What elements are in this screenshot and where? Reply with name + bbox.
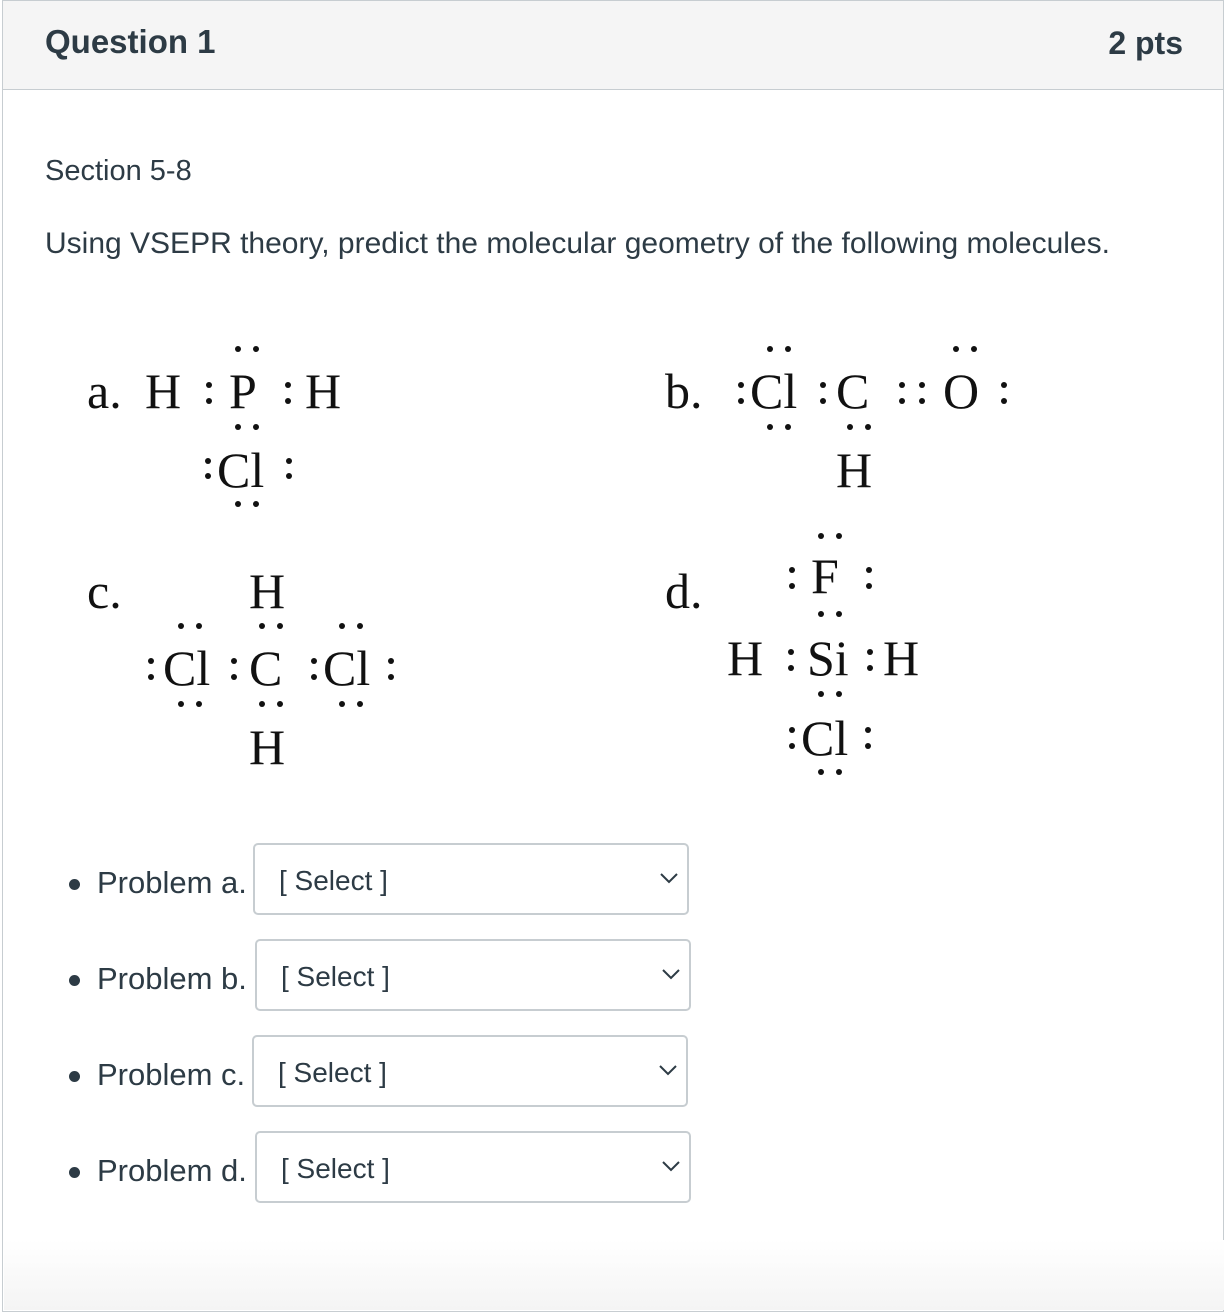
question-prompt: Using VSEPR theory, predict the molecular geometry of the following molecules.	[45, 227, 1110, 260]
bullet-icon	[69, 1167, 80, 1178]
atom-c-c: C	[249, 640, 283, 696]
problem-b-label: Problem b.	[97, 961, 247, 996]
atom-b-cl: Cl	[750, 363, 798, 419]
problem-d-select-value: [ Select ]	[281, 1153, 390, 1184]
chevron-down-icon	[661, 967, 681, 981]
atom-d-h1: H	[727, 630, 764, 686]
problem-d-label: Problem d.	[97, 1153, 247, 1188]
atom-c-h-top: H	[249, 563, 286, 619]
atom-d-cl: Cl	[801, 710, 849, 766]
problem-b-select-value: [ Select ]	[281, 961, 390, 992]
card-footer	[4, 1240, 1224, 1310]
problem-a-select-value: [ Select ]	[279, 865, 388, 896]
atom-b-o: O	[943, 363, 980, 419]
atom-d-f: F	[811, 548, 839, 604]
question-header	[3, 1, 1223, 90]
question-card	[2, 0, 1224, 1312]
atom-a-h2: H	[305, 363, 342, 419]
molecule-a-label: a.	[87, 363, 122, 419]
chevron-down-icon	[659, 871, 679, 885]
problem-b-select[interactable]	[255, 939, 691, 1011]
section-label: Section 5-8	[45, 155, 192, 187]
atom-d-si: Si	[807, 630, 849, 686]
atom-a-h1: H	[145, 363, 182, 419]
molecule-c-label: c.	[87, 563, 122, 619]
atom-d-h2: H	[883, 630, 920, 686]
atom-a-p: P	[229, 363, 257, 419]
problem-c-label: Problem c.	[97, 1057, 246, 1092]
atom-c-cl-right: Cl	[323, 640, 371, 696]
chevron-down-icon	[661, 1159, 681, 1173]
bullet-icon	[69, 1071, 80, 1082]
question-title: Question 1	[45, 23, 216, 60]
molecule-d-label: d.	[665, 563, 703, 619]
atom-b-h: H	[836, 442, 873, 498]
atom-c-cl-left: Cl	[163, 640, 211, 696]
bullet-icon	[69, 879, 80, 890]
atom-a-cl: Cl	[217, 442, 265, 498]
bullet-icon	[69, 975, 80, 986]
problem-a-select[interactable]	[253, 843, 689, 915]
problem-c-select-value: [ Select ]	[278, 1057, 387, 1088]
question-points: 2 pts	[1108, 25, 1183, 61]
atom-b-c: C	[836, 363, 870, 419]
problem-a-label: Problem a.	[97, 865, 247, 900]
atom-c-h-bottom: H	[249, 719, 286, 775]
problem-c-select[interactable]	[252, 1035, 688, 1107]
chevron-down-icon	[658, 1063, 678, 1077]
molecule-b-label: b.	[665, 363, 703, 419]
problem-d-select[interactable]	[255, 1131, 691, 1203]
